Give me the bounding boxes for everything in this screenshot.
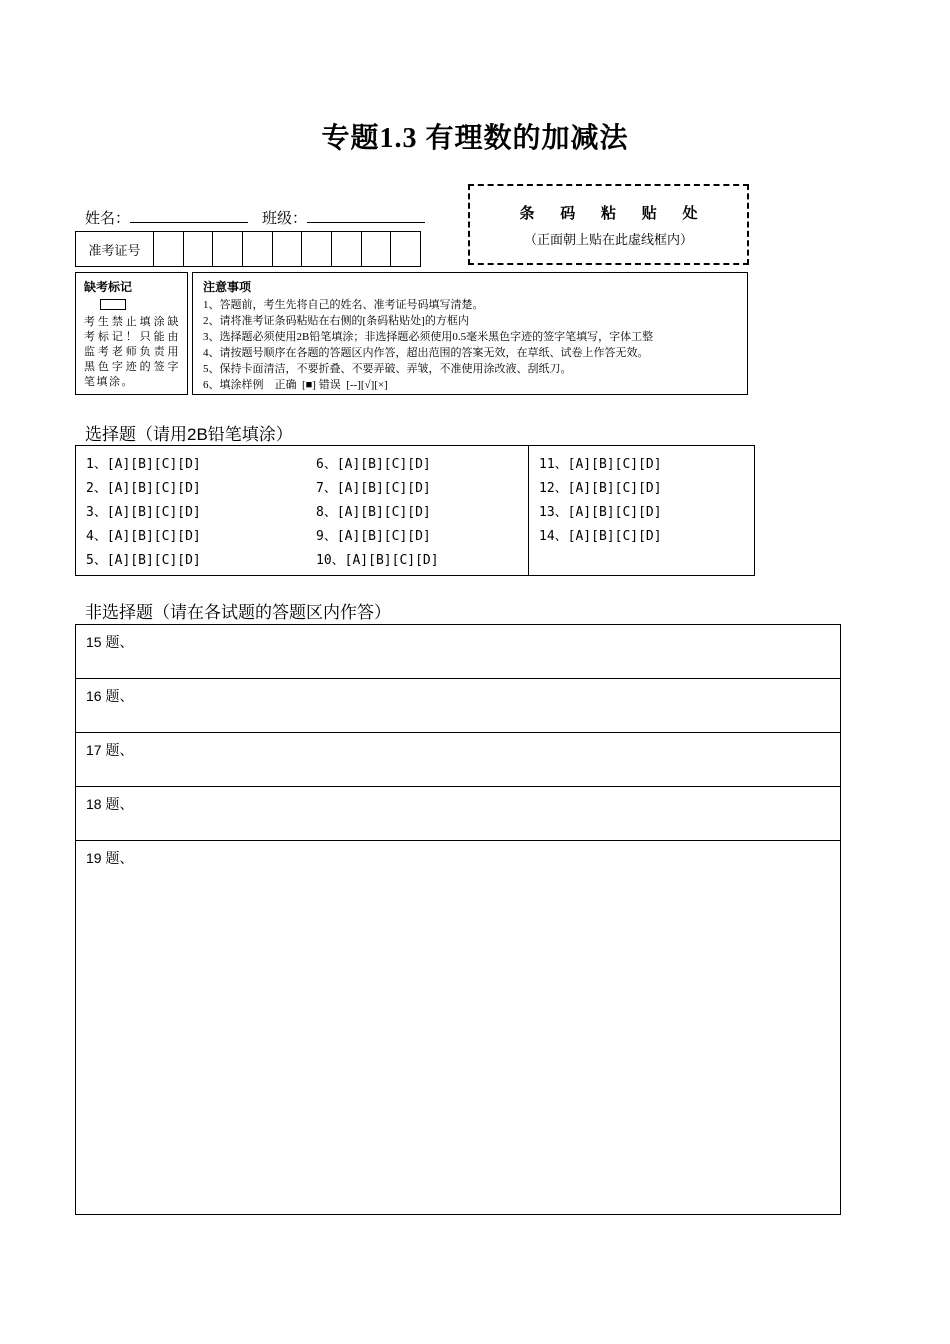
question-number: 1、 [86,457,107,472]
notice-item: 6、填涂样例 正确 [■] 错误 [--][√][×] [203,379,388,391]
name-class-row [85,207,425,228]
question-number: 11、 [539,457,568,472]
answer-bubbles[interactable]: [A][B][C][D] [344,553,439,568]
name-input-line[interactable] [130,208,248,223]
question-number: 3、 [86,505,107,520]
notice-title: 注意事项 [203,280,252,294]
name-label: 姓名： [85,210,131,227]
answer-bubbles[interactable]: [A][B][C][D] [336,457,431,472]
choice-question-14 [539,525,754,549]
exam-ticket-number-box [75,231,421,267]
ticket-digit-cell[interactable] [390,232,420,266]
barcode-paste-area[interactable] [468,184,749,265]
exam-ticket-number-label: 准考证号 [76,232,154,266]
question-number: 4、 [86,529,107,544]
answer-bubbles[interactable]: [A][B][C][D] [336,505,431,520]
question-number: 10、 [316,553,345,568]
question-number: 9、 [316,529,337,544]
ticket-digit-cell[interactable] [361,232,391,266]
answer-bubbles[interactable]: [A][B][C][D] [567,481,662,496]
notice-panel [192,272,748,395]
barcode-subtitle: （正面朝上贴在此虚线框内） [523,231,693,247]
ticket-digit-cell[interactable] [154,232,183,266]
choice-column [528,446,754,575]
question-number: 8、 [316,505,337,520]
notice-item: 4、请按题号顺序在各题的答题区内作答，超出范围的答案无效，在草纸、试卷上作答无效。 [203,347,649,359]
choice-question-9 [316,525,528,549]
answer-bubbles[interactable]: [A][B][C][D] [106,529,201,544]
answer-bubbles[interactable]: [A][B][C][D] [106,481,201,496]
ticket-digit-cell[interactable] [331,232,361,266]
essay-answer-area[interactable] [76,787,840,841]
answer-bubbles[interactable]: [A][B][C][D] [567,505,662,520]
choice-question-4 [86,525,306,549]
choice-question-3 [86,501,306,525]
ticket-digit-cell[interactable] [272,232,302,266]
absent-mark-title: 缺考标记 [84,280,133,294]
choice-column [306,446,528,575]
answer-bubbles[interactable]: [A][B][C][D] [567,457,662,472]
essay-answer-area[interactable] [76,733,840,787]
notice-item: 1、答题前，考生先将自己的姓名、准考证号码填写清楚。 [203,299,484,311]
essay-answer-area[interactable] [76,679,840,733]
answer-bubbles[interactable]: [A][B][C][D] [336,529,431,544]
choice-question-11 [539,453,754,477]
question-number: 7、 [316,481,337,496]
choice-question-13 [539,501,754,525]
absent-mark-checkbox[interactable] [100,299,126,310]
absent-mark-panel [75,272,188,395]
question-number: 12、 [539,481,568,496]
choice-question-7 [316,477,528,501]
choice-question-2 [86,477,306,501]
question-number: 2、 [86,481,107,496]
answer-bubbles[interactable]: [A][B][C][D] [567,529,662,544]
ticket-digit-cell[interactable] [212,232,242,266]
choice-question-5 [86,549,306,573]
page-title: 专题1.3 有理数的加减法 [321,123,629,154]
question-number: 14、 [539,529,568,544]
notice-item: 5、保持卡面清洁，不要折叠、不要弄破、弄皱，不准使用涂改液、刮纸刀。 [203,363,572,375]
ticket-grid [154,232,420,266]
essay-box [75,624,841,1215]
question-number: 5、 [86,553,107,568]
class-label: 班级： [262,210,308,227]
essay-question-label: 18 题、 [86,796,134,812]
notice-item: 3、选择题必须使用2B铅笔填涂；非选择题必须使用0.5毫米黑色字迹的签字笔填写，字体工整 [203,331,654,343]
ticket-digit-cell[interactable] [183,232,213,266]
choice-section-heading: 选择题（请用2B铅笔填涂） [85,425,293,444]
essay-question-label: 17 题、 [86,742,134,758]
choice-question-8 [316,501,528,525]
choice-question-6 [316,453,528,477]
essay-section-heading: 非选择题（请在各试题的答题区内作答） [85,603,391,622]
ticket-digit-cell[interactable] [301,232,331,266]
notice-item: 2、请将准考证条码粘贴在右侧的[条码粘贴处]的方框内 [203,315,469,327]
essay-question-label: 15 题、 [86,634,134,650]
answer-bubbles[interactable]: [A][B][C][D] [336,481,431,496]
essay-question-label: 19 题、 [86,850,134,866]
question-number: 6、 [316,457,337,472]
absent-mark-note: 考生禁止填涂缺考标记！只能由监考老师负责用黑色字迹的签字笔填涂。 [84,316,180,388]
choice-column [76,446,306,575]
ticket-digit-cell[interactable] [242,232,272,266]
choice-question-12 [539,477,754,501]
barcode-title: 条 码 粘 贴 处 [519,205,709,222]
choice-question-10 [316,549,528,573]
question-number: 13、 [539,505,568,520]
essay-question-label: 16 题、 [86,688,134,704]
class-input-line[interactable] [307,208,425,223]
essay-answer-area[interactable] [76,625,840,679]
choice-question-1 [86,453,306,477]
essay-answer-area[interactable] [76,841,840,1214]
answer-bubbles[interactable]: [A][B][C][D] [106,457,201,472]
notice-list [203,297,737,393]
choice-answer-grid [75,445,755,576]
answer-bubbles[interactable]: [A][B][C][D] [106,505,201,520]
answer-bubbles[interactable]: [A][B][C][D] [106,553,201,568]
